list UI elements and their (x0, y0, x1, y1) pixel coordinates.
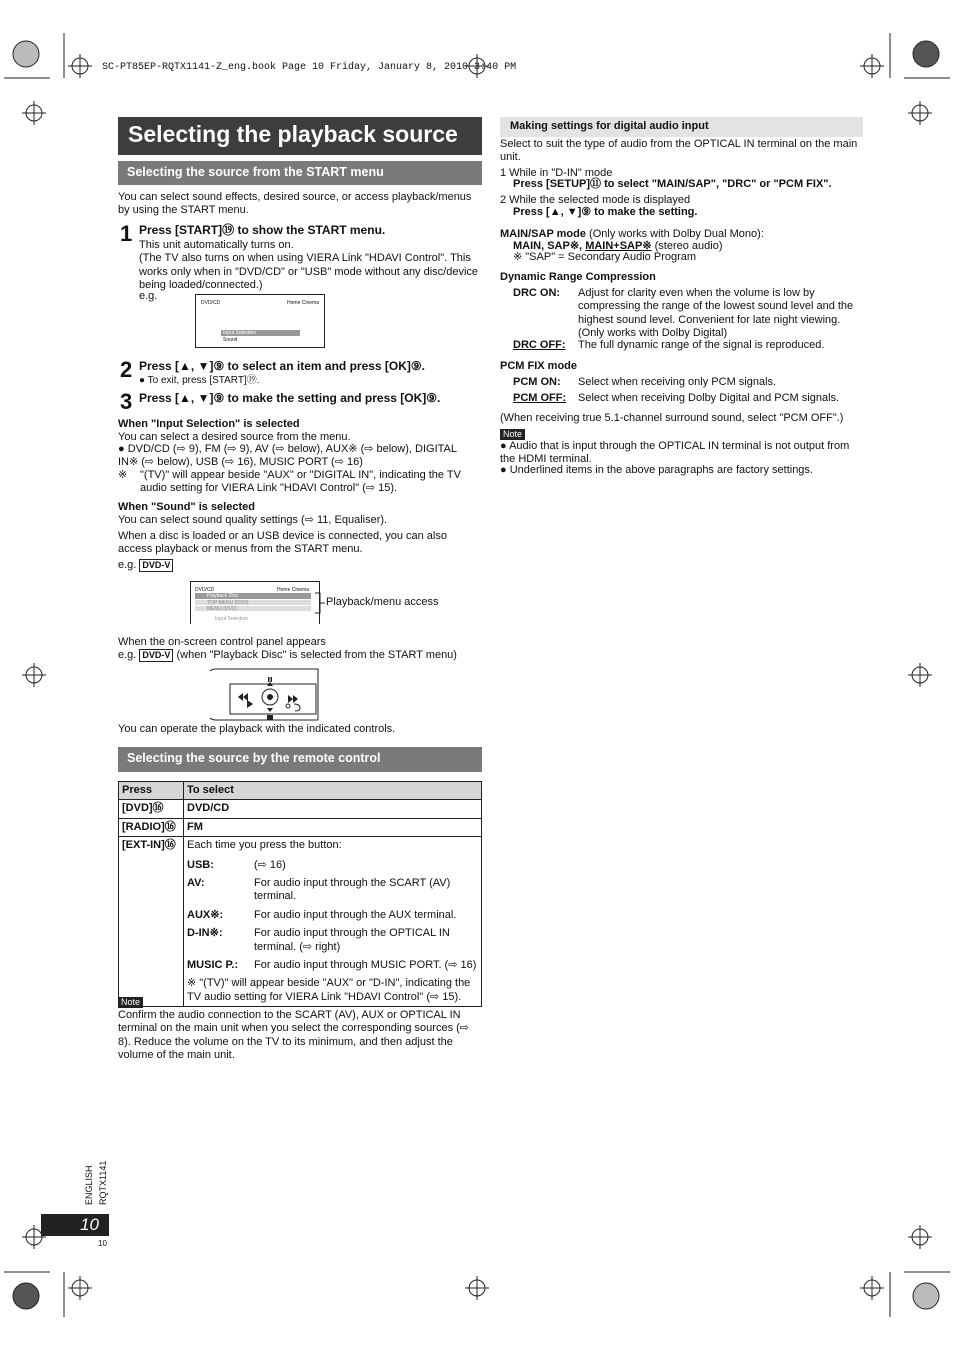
ext-item (187, 877, 478, 904)
eg-label: e.g. (118, 559, 137, 571)
ext-item-value: For audio input through MUSIC PORT. (⇨ 16) (254, 959, 477, 972)
page-number: 10 (41, 1214, 109, 1236)
header-select: To select (184, 782, 482, 800)
mainsap-note: ※ "SAP" = Secondary Audio Program (513, 251, 697, 263)
sound-eg (118, 559, 173, 572)
section-heading-remote: Selecting the source by the remote control (118, 747, 482, 772)
callout-label: Playback/menu access (326, 596, 439, 608)
step-1-text: Press [START]⑲ to show the START menu. (139, 223, 386, 237)
press-cell: [EXT-IN]⑯ (119, 837, 184, 1007)
screen-menu-item: Input Selection (215, 616, 249, 622)
step-1-body: This unit automatically turns on. (The TV also turns on when using VIERA Link "HDAVI Control". This works only when in "DVD/CD" or "USB" mode without any disc/device being loaded/connected.) (139, 239, 479, 292)
ext-note: ※ "(TV)" will appear beside "AUX" or "D-IN", indicating the TV audio setting for VIERA Link "HDAVI Control" (⇨ 15). (187, 977, 471, 1003)
pcm-on-value: Select when receiving only PCM signals. (578, 376, 777, 388)
press-cell: [RADIO]⑯ (119, 818, 184, 836)
screen-label-right: Home Cinema (287, 300, 319, 306)
drc-on-value: Adjust for clarity even when the volume is low by compressing the range of the lowest sound level and the highest sound level. Convenient for late night viewing. (Only works with Dolby Digital) (578, 287, 854, 340)
select-cell: FM (184, 818, 482, 836)
input-selection-heading: When "Input Selection" is selected (118, 418, 300, 430)
drc-off-value: The full dynamic range of the signal is reproduced. (578, 339, 825, 351)
eg-label: e.g. (118, 649, 137, 661)
input-selection-note: "(TV)" will appear beside "AUX" or "DIGITAL IN", indicating the TV audio setting for VIERA Link "HDAVI Control" (⇨ 15). (140, 469, 461, 495)
step-2-sub: ● To exit, press [START]⑲. (139, 375, 260, 386)
table-row (119, 837, 482, 1007)
step-number: 1 (120, 221, 133, 246)
ext-intro: Each time you press the button: (187, 839, 342, 852)
footer-code: RQTX1141 (98, 1160, 108, 1205)
drc-off-key: DRC OFF: (513, 339, 566, 351)
note-badge: Note (118, 997, 143, 1008)
remote-note: Confirm the audio connection to the SCART (AV), AUX or OPTICAL IN terminal on the main unit when you select the corresponding sources (⇨ 8). Reduce the volume on the TV to its minimum, and then adjust the volume of the main unit. (118, 1009, 470, 1062)
pcm-off-row (513, 392, 863, 405)
digital-note-1: ● Audio that is input through the OPTICAL IN terminal is not output from the HDMI terminal. (500, 440, 850, 466)
drc-on-key: DRC ON: (513, 287, 561, 299)
table-header (119, 782, 482, 800)
page-number-small: 10 (98, 1239, 107, 1248)
digital-step-2-action: Press [▲, ▼]⑨ to make the setting. (513, 206, 698, 218)
start-menu-screen-example (195, 294, 325, 348)
table-row (119, 800, 482, 818)
sound-heading: When "Sound" is selected (118, 501, 255, 513)
panel-eg (118, 649, 457, 662)
screen-label-right: Home Cinema (277, 587, 309, 593)
ext-item-key: USB: (187, 858, 214, 871)
pcm-off-value: Select when receiving Dolby Digital and PCM signals. (578, 392, 840, 404)
ext-item-key: AV: (187, 877, 205, 890)
callout-bracket (313, 592, 325, 614)
start-menu-intro: You can select sound effects, desired source, or access playback/menus by using the START menu. (118, 191, 472, 217)
sound-line: You can select sound quality settings (⇨ 11, Equaliser). (118, 514, 388, 526)
table-row (119, 818, 482, 836)
header-press: Press (119, 782, 184, 800)
digital-intro: Select to suit the type of audio from the OPTICAL IN terminal on the main unit. (500, 138, 858, 164)
digital-note-2: ● Underlined items in the above paragraphs are factory settings. (500, 464, 813, 476)
digital-input-heading: Making settings for digital audio input (500, 117, 863, 137)
drc-heading: Dynamic Range Compression (500, 271, 656, 283)
ext-item-value: (⇨ 16) (254, 858, 286, 871)
ext-item-key: AUX※: (187, 908, 224, 921)
playback-menu-screen-example (190, 581, 320, 624)
ext-item-key: D-IN※: (187, 927, 223, 940)
select-cell: DVD/CD (184, 800, 482, 818)
note-badge: Note (500, 429, 525, 440)
pcm-on-row (513, 376, 863, 389)
digital-step-2: 2 While the selected mode is displayed (500, 194, 691, 206)
header-line: SC-PT85EP-RQTX1141-Z_eng.book Page 10 Friday, January 8, 2010 3:40 PM (102, 62, 517, 73)
pcm-off-key: PCM OFF: (513, 392, 567, 404)
footer-lang: ENGLISH (84, 1165, 94, 1205)
screen-menu-item: Playback Disc (195, 593, 311, 599)
note-mark: ※ (118, 469, 128, 481)
section-heading-start-menu: Selecting the source from the START menu (118, 161, 482, 185)
dvd-v-badge: DVD-V (139, 649, 173, 662)
mainsap-option: MAIN, SAP※, (513, 240, 583, 252)
step-number: 3 (120, 389, 133, 414)
screen-menu-item: MENU (DVD) (195, 606, 311, 611)
pcm-on-key: PCM ON: (513, 376, 561, 388)
mainsap-option-desc: (stereo audio) (654, 240, 723, 252)
screen-menu-item: Input Selection (221, 330, 300, 336)
sound-line-2: When a disc is loaded or an USB device is connected, you can also access playback or menus from the START menu. (118, 530, 447, 556)
step-1-eg: e.g. (139, 290, 158, 302)
mainsap-option-default: MAIN+SAP※ (585, 240, 652, 252)
mainsap-title: MAIN/SAP mode (500, 228, 586, 240)
ext-item-value: For audio input through the SCART (AV) terminal. (254, 877, 451, 903)
dvd-v-badge: DVD-V (139, 559, 173, 572)
screen-menu-item: Sound (223, 337, 238, 343)
ext-item (187, 859, 478, 872)
remote-source-table (118, 781, 482, 1007)
ext-item-value: For audio input through the OPTICAL IN terminal. (⇨ right) (254, 927, 450, 953)
screen-label-left: DVD/CD (201, 300, 221, 306)
panel-after: You can operate the playback with the indicated controls. (118, 723, 396, 735)
step-3-text: Press [▲, ▼]⑨ to make the setting and press [OK]⑨. (139, 391, 441, 405)
input-selection-line: You can select a desired source from the menu. (118, 431, 351, 443)
panel-line: When the on-screen control panel appears (118, 636, 326, 648)
drc-on-row (513, 287, 863, 341)
screen-menu-item: TOP MENU (DVD) (195, 600, 311, 605)
panel-eg-text: (when "Playback Disc" is selected from the START menu) (176, 649, 457, 661)
screen-label-left: DVD/CD (195, 587, 215, 593)
pcm-note: (When receiving true 5.1-channel surround sound, select "PCM OFF".) (500, 412, 844, 424)
select-cell (184, 837, 482, 1007)
pcm-heading: PCM FIX mode (500, 360, 578, 372)
press-cell: [DVD]⑯ (119, 800, 184, 818)
control-panel-illustration (208, 668, 320, 722)
ext-item (187, 927, 478, 954)
digital-step-1: 1 While in "D-IN" mode (500, 167, 613, 179)
drc-off-row (513, 339, 863, 352)
step-number: 2 (120, 357, 133, 382)
ext-item (187, 959, 478, 972)
ext-item (187, 909, 478, 922)
digital-step-1-action: Press [SETUP]⑪ to select "MAIN/SAP", "DRC" or "PCM FIX". (513, 178, 832, 190)
page-title: Selecting the playback source (118, 117, 482, 155)
ext-item-key: MUSIC P.: (187, 959, 239, 972)
mainsap-paren: (Only works with Dolby Dual Mono): (589, 228, 764, 240)
step-2-text: Press [▲, ▼]⑨ to select an item and press [OK]⑨. (139, 359, 426, 373)
ext-item-value: For audio input through the AUX terminal. (254, 908, 457, 921)
input-selection-bullet: ● DVD/CD (⇨ 9), FM (⇨ 9), AV (⇨ below), AUX※ (⇨ below), DIGITAL IN※ (⇨ below), USB (⇨ 16), MUSIC PORT (⇨ 16) (118, 443, 457, 469)
